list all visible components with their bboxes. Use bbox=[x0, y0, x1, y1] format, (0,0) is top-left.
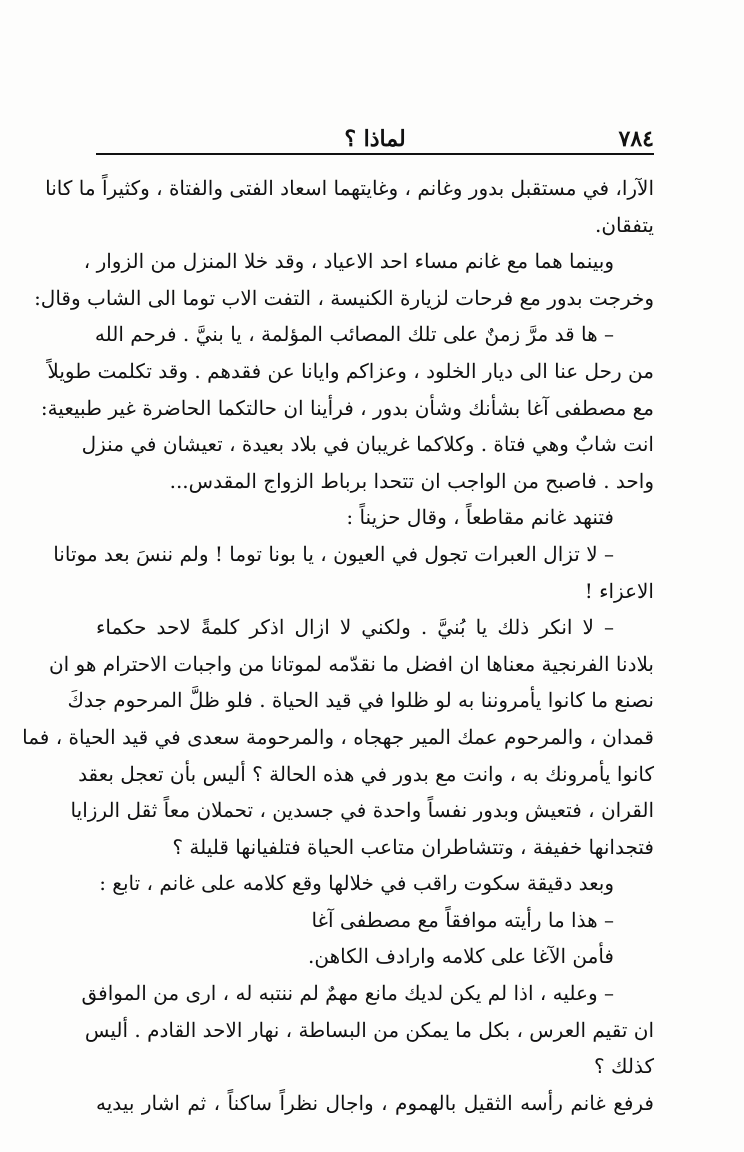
text-line: فتجدانها خفيفة ، وتتشاطران متاعب الحياة فتلفيانها قليلة ؟ bbox=[172, 834, 654, 859]
text-line: – ها قد مرَّ زمنٌ على تلك المصائب المؤلمة ، يا بنيَّ . فرحم الله bbox=[94, 322, 614, 347]
text-line: ان تقيم العرس ، بكل ما يمكن من البساطة ، نهار الاحد القادم . أليس bbox=[84, 1017, 654, 1042]
text-line: – وعليه ، اذا لم يكن لديك مانع مهمٌ لم ننتبه له ، ارى من الموافق bbox=[81, 981, 614, 1006]
text-line: نصنع ما كانوا يأمروننا به لو ظلوا في قيد الحياة . فلو ظلَّ المرحوم جدكَ bbox=[67, 688, 654, 713]
text-line: كانوا يأمرونك به ، وانت مع بدور في هذه الحالة ؟ أليس بأن تعجل بعقد bbox=[78, 761, 654, 786]
text-line: الاعزاء ! bbox=[584, 578, 654, 603]
text-line: القران ، فتعيش وبدور نفساً واحدة في جسدين ، تحملان معاً ثقل الرزايا bbox=[70, 798, 654, 823]
body-text bbox=[22, 170, 654, 1121]
text-line: يتفقان. bbox=[595, 212, 654, 237]
text-line: انت شابٌ وهي فتاة . وكلاكما غريبان في بلاد بعيدة ، تعيشان في منزل bbox=[81, 432, 654, 457]
text-line: وبعد دقيقة سكوت راقب في خلالها وقع كلامه على غانم ، تابع : bbox=[99, 871, 614, 896]
text-line: فأمن الآغا على كلامه وارادف الكاهن. bbox=[308, 944, 614, 969]
header-divider bbox=[96, 153, 654, 155]
text-line: الآرا، في مستقبل بدور وغانم ، وغايتهما اسعاد الفتى والفتاة ، وكثيراً ما كانا bbox=[45, 176, 654, 200]
text-line: قمدان ، والمرحوم عمك المير جهجاه ، والمرحومة سعدى في قيد الحياة ، فما bbox=[22, 724, 654, 749]
text-line: – هذا ما رأيته موافقاً مع مصطفى آغا bbox=[311, 907, 614, 932]
running-title: لماذا ؟ bbox=[344, 126, 406, 152]
text-line: وبينما هما مع غانم مساء احد الاعياد ، وقد خلا المنزل من الزوار ، bbox=[83, 249, 614, 274]
page-header bbox=[96, 118, 654, 158]
text-line: بلادنا الفرنجية معناها ان افضل ما نقدّمه لموتانا من واجبات الاحترام هو ان bbox=[48, 651, 654, 676]
text-line: مع مصطفى آغا بشأنك وشأن بدور ، فرأينا ان حالتكما الحاضرة غير طبيعية: bbox=[40, 395, 654, 420]
text-line: – لا تزال العبرات تجول في العيون ، يا بونا توما ! ولم ننسَ بعد موتانا bbox=[53, 541, 614, 566]
text-line: وخرجت بدور مع فرحات لزيارة الكنيسة ، التفت الاب توما الى الشاب وقال: bbox=[34, 285, 654, 310]
text-line: كذلك ؟ bbox=[594, 1054, 654, 1079]
text-line: فتنهد غانم مقاطعاً ، وقال حزيناً : bbox=[346, 505, 614, 530]
page-number: ٧٨٤ bbox=[618, 126, 654, 152]
text-line: فرفع غانم رأسه الثقيل بالهموم ، واجال نظراً ساكناً ، ثم اشار بيديه bbox=[96, 1090, 654, 1115]
text-line: من رحل عنا الى ديار الخلود ، وعزاكم وايانا عن فقدهم . وقد تكلمت طويلاً bbox=[47, 358, 654, 383]
text-line: – لا انكر ذلك يا بُنيَّ . ولكني لا ازال اذكر كلمةً لاحد حكماء bbox=[96, 615, 614, 640]
text-line: واحد . فاصبح من الواجب ان تتحدا برباط الزواج المقدس... bbox=[169, 468, 654, 493]
